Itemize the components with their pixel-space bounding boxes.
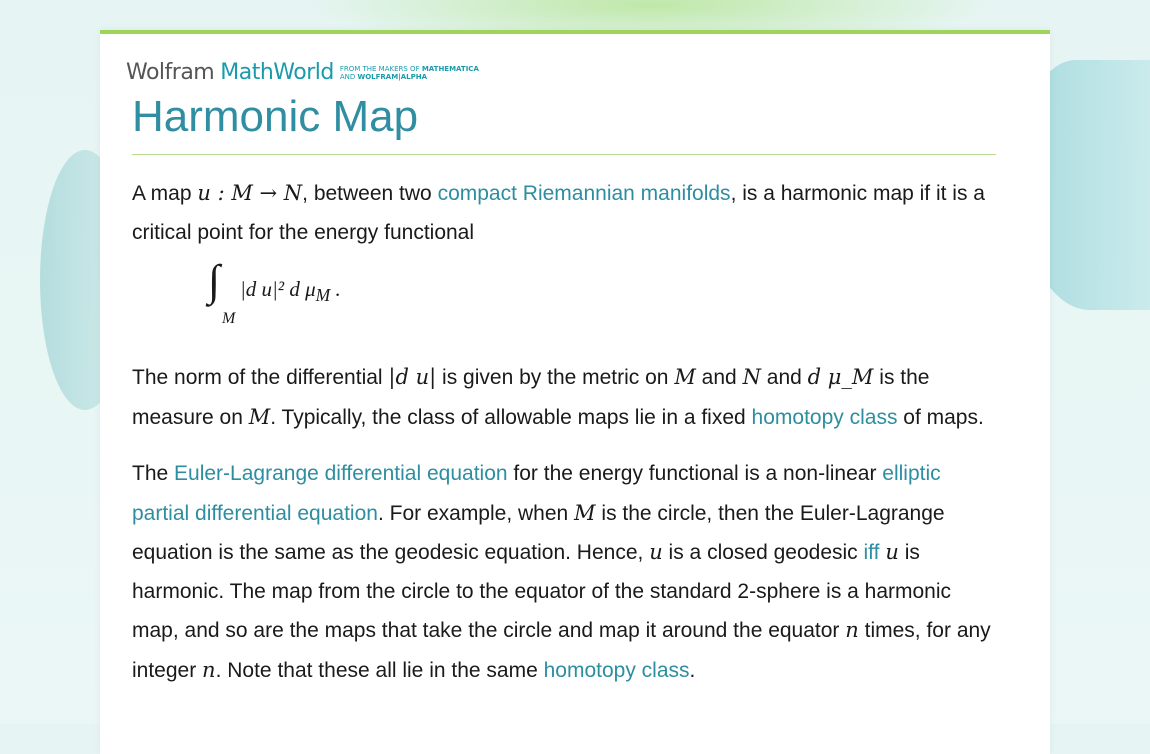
text-run: is a closed geodesic xyxy=(662,541,864,564)
math-inline: M xyxy=(248,404,271,429)
text-run: , is a harmonic map if it is a critical point for the energy functional xyxy=(132,182,985,244)
text-run: is the circle, then the Euler-Lagrange equation is the same as the geodesic equation. Hence, xyxy=(132,501,945,564)
math-inline: n xyxy=(202,657,216,682)
text-run: . For example, when xyxy=(377,501,575,525)
paragraph xyxy=(132,455,1002,690)
logo-wolfram: Wolfram xyxy=(126,60,215,85)
tagline-wolframalpha: WOLFRAM|ALPHA xyxy=(357,72,427,81)
math-inline: u xyxy=(649,540,663,564)
article-card xyxy=(100,30,1050,754)
energy-functional-formula xyxy=(208,256,1002,340)
integrand xyxy=(240,270,341,315)
math-inline: d μ_M xyxy=(807,365,874,389)
math-inline: u xyxy=(885,540,899,564)
tagline-mathematica: MATHEMATICA xyxy=(421,64,479,73)
article-link[interactable]: elliptic partial differential equation xyxy=(132,462,941,525)
integral-domain: M xyxy=(222,310,236,327)
integrand-expression: |d u|² d μ xyxy=(240,277,316,301)
text-run: . xyxy=(689,658,696,682)
article-link[interactable]: Euler-Lagrange differential equation xyxy=(174,462,508,485)
math-inline: n xyxy=(845,618,859,642)
math-inline: M xyxy=(574,500,596,525)
tagline-text: AND xyxy=(339,72,358,81)
article-link[interactable]: homotopy class xyxy=(543,658,690,682)
text-run: The norm of the differential xyxy=(132,366,389,389)
text-run: is harmonic. The map from the circle to the equator of the standard 2-sphere is a harmonic map, and so are the maps that take the circle and map it around the equator xyxy=(132,541,952,642)
measure-subscript: M xyxy=(315,285,331,306)
logo-tagline xyxy=(340,65,479,81)
text-run: times, for any integer xyxy=(132,619,991,682)
page-title: Harmonic Map xyxy=(132,92,419,141)
tagline-text: FROM THE MAKERS OF xyxy=(339,64,422,73)
text-run: A map xyxy=(132,182,198,205)
site-logo[interactable] xyxy=(126,60,479,85)
text-run: of maps. xyxy=(897,405,984,429)
math-inline: N xyxy=(742,365,761,389)
text-run: and xyxy=(695,366,743,389)
paragraph xyxy=(132,174,1002,252)
text-run: , between two xyxy=(302,182,438,205)
text-run: is given by the metric on xyxy=(436,366,675,389)
text-run: is the measure on xyxy=(132,366,930,429)
article-link[interactable]: iff xyxy=(863,541,880,564)
article-body xyxy=(132,174,1002,708)
logo-mathworld: MathWorld xyxy=(220,60,334,85)
integral-sign: ∫ xyxy=(208,256,221,305)
article-link[interactable]: homotopy class xyxy=(751,405,898,429)
math-inline: |d u| xyxy=(388,365,437,389)
title-divider xyxy=(132,154,996,155)
formula-end: . xyxy=(330,277,341,301)
text-run: for the energy functional is a non-linear xyxy=(507,462,883,485)
paragraph xyxy=(132,358,1002,437)
text-run: and xyxy=(760,366,808,389)
math-inline: u : M → N xyxy=(197,181,303,205)
text-run: The xyxy=(132,462,175,485)
article-link[interactable]: compact Riemannian manifolds xyxy=(437,182,731,205)
math-inline: M xyxy=(674,365,696,389)
text-run: . Note that these all lie in the same xyxy=(215,658,544,682)
text-run: . Typically, the class of allowable maps lie in a fixed xyxy=(270,405,752,429)
